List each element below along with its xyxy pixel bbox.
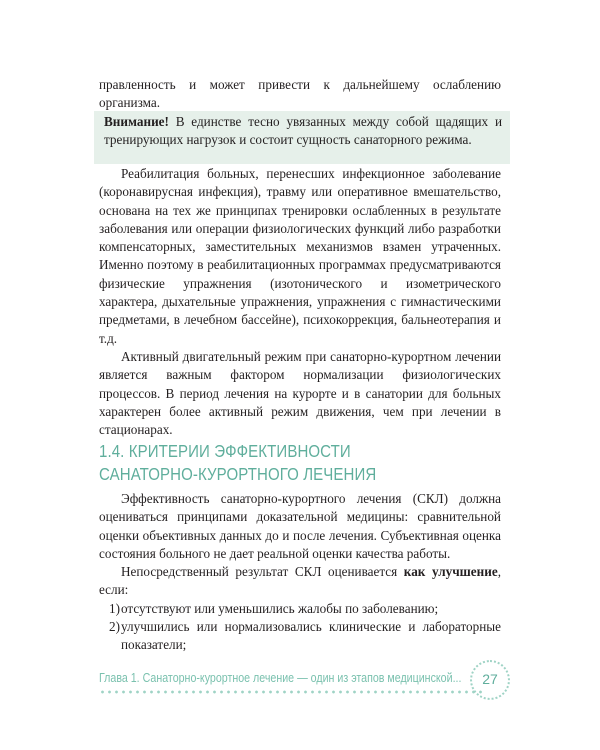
list-item-text: улучшились или нормализовались клинические и лабораторные показатели; <box>121 619 501 653</box>
chapter-title: Глава 1. Санаторно-курортное лечение — один из этапов медицинской... <box>99 670 462 685</box>
paragraph-result <box>99 563 501 600</box>
section-heading <box>99 440 503 486</box>
heading-line-2: САНАТОРНО-КУРОРТНОГО ЛЕЧЕНИЯ <box>99 464 377 484</box>
callout-body: В единстве тесно увязанных между собой щадящих и тренирующих нагрузок и состоит сущность санаторного режима. <box>104 114 502 148</box>
callout-label: Внимание! <box>104 114 169 129</box>
intro-text: правленность и может привести к дальнейшему ослаблению организма. <box>99 77 501 111</box>
heading-line-1: 1.4. КРИТЕРИИ ЭФФЕКТИВНОСТИ <box>99 441 351 461</box>
page-number: 27 <box>482 671 498 687</box>
paragraph-effectiveness: Эффективность санаторно-курортного лечения (СКЛ) должна оцениваться принципами доказательной медицины: сравнительной оценки объективных данных до и после лечения. Субъективная оценка состояния больного не дает реальной оценки качества работы. <box>99 491 501 561</box>
paragraph-motor-regime: Активный двигательный режим при санаторно-курортном лечении является важным фактором нормализации физиологических процессов. В период лечения на курорте и в санатории для больных характерен более активный режим движения, чем при лечении в стационарах. <box>99 348 501 438</box>
dotted-divider <box>99 690 484 694</box>
running-footer <box>99 668 469 688</box>
result-text-bold: как улучшение <box>403 564 498 580</box>
criteria-list <box>99 600 501 655</box>
callout-text <box>104 113 502 150</box>
body-section-2 <box>99 490 501 655</box>
intro-paragraph <box>99 76 501 113</box>
list-item-number: 1) <box>109 600 120 616</box>
list-item-number: 2) <box>109 619 120 635</box>
list-item <box>99 600 501 618</box>
list-item <box>99 618 501 655</box>
list-item-text: отсутствуют или уменьшились жалобы по заболеванию; <box>121 600 439 616</box>
paragraph-rehabilitation: Реабилитация больных, перенесших инфекционное заболевание (коронавирусная инфекция), травму или оперативное вмешательство, основана на тех же принципах тренировки ослабленных в результате заболевания или операции физиологических функций либо разработки компенсаторных, заместительных механизмов взамен утраченных. Именно поэтому в реабилитационных программах предусматриваются физические упражнения (изотонического и изометрического характера, дыхательные упражнения, упражнения с гимнастическими предметами, в лечебном бассейне), психокоррекция, бальнеотерапия и т.д. <box>99 166 501 346</box>
result-text-end: , если: <box>99 564 501 598</box>
result-text-start: Непосредственный результат СКЛ оценивается <box>121 564 404 580</box>
body-section-1 <box>99 165 501 439</box>
